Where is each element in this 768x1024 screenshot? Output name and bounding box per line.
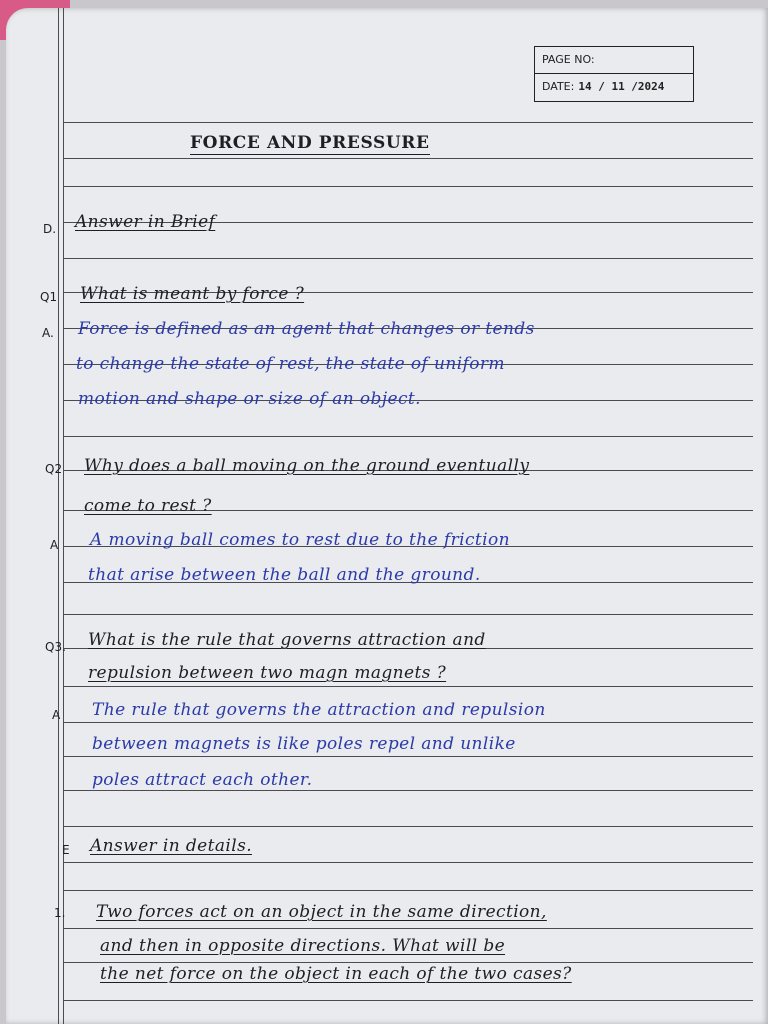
ruled-line	[63, 928, 753, 929]
ruled-line	[63, 436, 753, 437]
a2-answer-line: that arise between the ball and the ground.	[88, 565, 481, 585]
ruled-line	[63, 890, 753, 891]
q2-question-line: Why does a ball moving on the ground eventually	[84, 456, 530, 476]
section-e-heading: Answer in details.	[90, 836, 252, 856]
page-date-box	[534, 46, 694, 102]
q2-marker: Q2	[45, 462, 63, 476]
a2-marker: A	[50, 538, 59, 552]
ruled-line	[63, 186, 753, 187]
ruled-line	[63, 614, 753, 615]
ruled-line	[63, 1000, 753, 1001]
ruled-line	[63, 756, 753, 757]
date-value: 14 / 11 /2024	[578, 80, 665, 93]
a3-answer-line: between magnets is like poles repel and unlike	[92, 734, 516, 754]
section-d-marker: D.	[43, 222, 57, 236]
page-no-label: PAGE NO:	[542, 53, 595, 66]
margin-line	[63, 8, 64, 1024]
ruled-line	[63, 122, 753, 123]
a1-marker: A.	[42, 326, 54, 340]
q3-marker: Q3.	[45, 640, 66, 654]
question-1-marker: 1.	[54, 906, 66, 920]
date-label: DATE:	[542, 80, 575, 93]
ruled-line	[63, 862, 753, 863]
margin-line	[58, 8, 59, 1024]
a2-answer-line: A moving ball comes to rest due to the friction	[90, 530, 510, 550]
ruled-line	[63, 826, 753, 827]
section-e-marker: E	[62, 843, 70, 857]
a3-marker: A	[52, 708, 61, 722]
q2-question-line: come to rest ?	[84, 496, 212, 516]
ruled-line	[63, 258, 753, 259]
q1-question-line: What is meant by force ?	[80, 284, 305, 304]
question-1-line: Two forces act on an object in the same direction,	[96, 902, 547, 922]
a3-answer-line: The rule that governs the attraction and repulsion	[92, 700, 546, 720]
q3-question-line: What is the rule that governs attraction and	[88, 630, 486, 650]
a1-answer-line: to change the state of rest, the state of uniform	[76, 354, 505, 374]
page-title: FORCE AND PRESSURE	[190, 133, 430, 153]
notebook-page	[6, 8, 768, 1024]
a1-answer-line: motion and shape or size of an object.	[78, 389, 421, 409]
ruled-line	[63, 722, 753, 723]
ruled-line	[63, 158, 753, 159]
ruled-line	[63, 790, 753, 791]
a3-answer-line: poles attract each other.	[92, 770, 313, 790]
question-1-line: the net force on the object in each of the two cases?	[100, 964, 572, 984]
q1-marker: Q1	[40, 290, 58, 304]
date-row	[535, 73, 693, 100]
section-d-heading: Answer in Brief	[75, 212, 216, 232]
ruled-line	[63, 962, 753, 963]
page-no-row	[535, 47, 693, 73]
a1-answer-line: Force is defined as an agent that changes or tends	[78, 319, 535, 339]
ruled-line	[63, 686, 753, 687]
q3-question-line: repulsion between two magn magnets ?	[88, 663, 447, 683]
question-1-line: and then in opposite directions. What will be	[100, 936, 506, 956]
